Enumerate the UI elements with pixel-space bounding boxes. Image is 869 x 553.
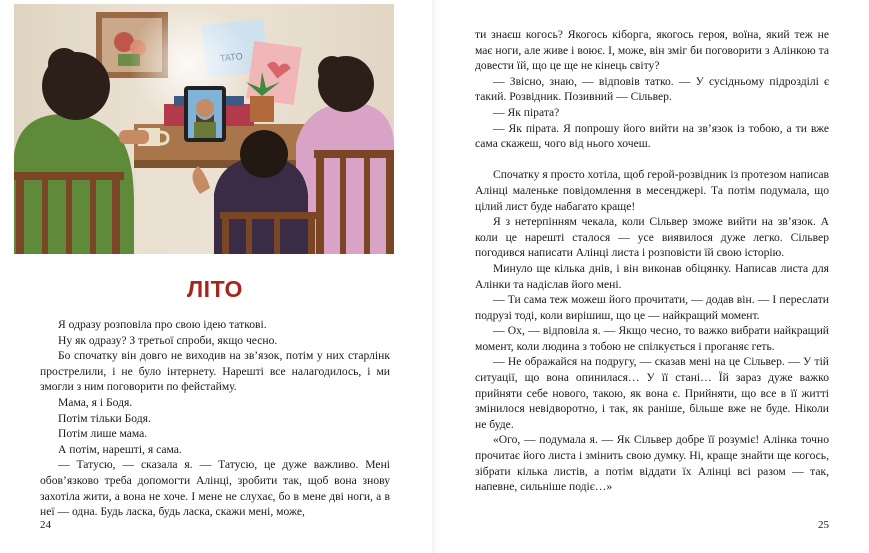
- page-number-right: 25: [818, 519, 829, 531]
- paragraph: Ну як одразу? З третьої спроби, якщо чесно.: [58, 333, 278, 347]
- left-page: [0, 0, 430, 553]
- phone-icon: [184, 86, 226, 142]
- paragraph: — Ти сама теж можеш його прочитати, — додав він. — І переслати подрузі тоді, коли вирішиш, що це — найкращий момент.: [475, 293, 829, 322]
- paragraph: Я одразу розповіла про свою ідею таткові.: [58, 318, 267, 331]
- paragraph: ти знаєш когось? Якогось кіборга, якогось героя, воїна, який теж не має ноги, але живе і воює. І, може, він зміг би поговорити з Алінкою та довести їй, що це ще не кінець світу?: [475, 28, 829, 73]
- right-page-text: [475, 27, 829, 495]
- paragraph: — Ох, — відповіла я. — Якщо чесно, то важко вибрати найкращий момент, коли людина з тобою не спілкується і проганяє геть.: [475, 324, 829, 353]
- paragraph: Потім лише мама.: [58, 427, 148, 441]
- paragraph: — Як пірата. Я попрошу його вийти на зв’язок із тобою, а ти вже сама скажеш, чого від нього хочеш.: [475, 121, 829, 151]
- paragraph: Спочатку я просто хотіла, щоб герой-розвідник із протезом написав Алінці маленьке повідомлення в месенджері. Та потім подумала, що цілий лист буде набагато краще!: [475, 168, 829, 213]
- paragraph: — Звісно, знаю, — відповів татко. — У сусідньому підрозділі є такий. Розвідник. Позивний — Сільвер.: [475, 74, 829, 104]
- right-page: [440, 0, 869, 553]
- family-videocall-illustration: [14, 4, 394, 254]
- paragraph: Потім тільки Бодя.: [58, 411, 151, 425]
- paragraph: Мама, я і Бодя.: [58, 395, 133, 409]
- paragraph: Я з нетерпінням чекала, коли Сільвер зможе вийти на зв’язок. А коли це нарешті сталося — усе виявилося дуже легко. Сільвер погодився написати Алінці листа і розповісти їй свою історію.: [475, 215, 829, 260]
- book-gutter: [432, 0, 438, 553]
- paragraph: — Татусю, — сказала я. — Татусю, це дуже важливо. Мені обов’язково треба допомогти Алінці, зробити так, щоб вона знову захотіла жити, а вона не хоче. І мене не слухає, бо в мене дві ноги, а в неї — одна. Будь ласка, будь ласка, скажи мені, може,: [40, 458, 390, 519]
- page-number-left: 24: [40, 519, 51, 531]
- paragraph: А потім, нарешті, я сама.: [58, 442, 182, 456]
- paragraph: Минуло ще кілька днів, і він виконав обіцянку. Написав листа для Алінки та надіслав його мені.: [475, 261, 829, 291]
- paragraph: Бо спочатку він довго не виходив на зв’язок, потім у них старлінк прострелили, і не було інтернету. Нарешті все налагодилось, і ми змогли з ним поговорити по фейстайму.: [40, 349, 390, 394]
- chapter-title: ЛІТО: [187, 276, 243, 302]
- paragraph: — Як пірата?: [493, 105, 560, 119]
- paragraph: — Не ображайся на подругу, — сказав мені на це Сільвер. — У тій ситуації, що вона опинилася… У її стані… Їй зараз дуже важко прийняти себе нового, такою, як вона є. Прийняти, що все в її житті змінилося невідворотно, і так, як раніше, більше вже не буде. Ніколи не буде.: [475, 355, 829, 431]
- paragraph: «Ого, — подумала я. — Як Сільвер добре її розуміє! Алінка точно прочитає його листа і змінить свою думку. Ні, краще знайти ще когось, зібрати кілька листів, а потім віддати їх Алінці всі разом — так, напевне, сильніше подіє…»: [475, 433, 829, 494]
- left-page-text: [40, 317, 390, 520]
